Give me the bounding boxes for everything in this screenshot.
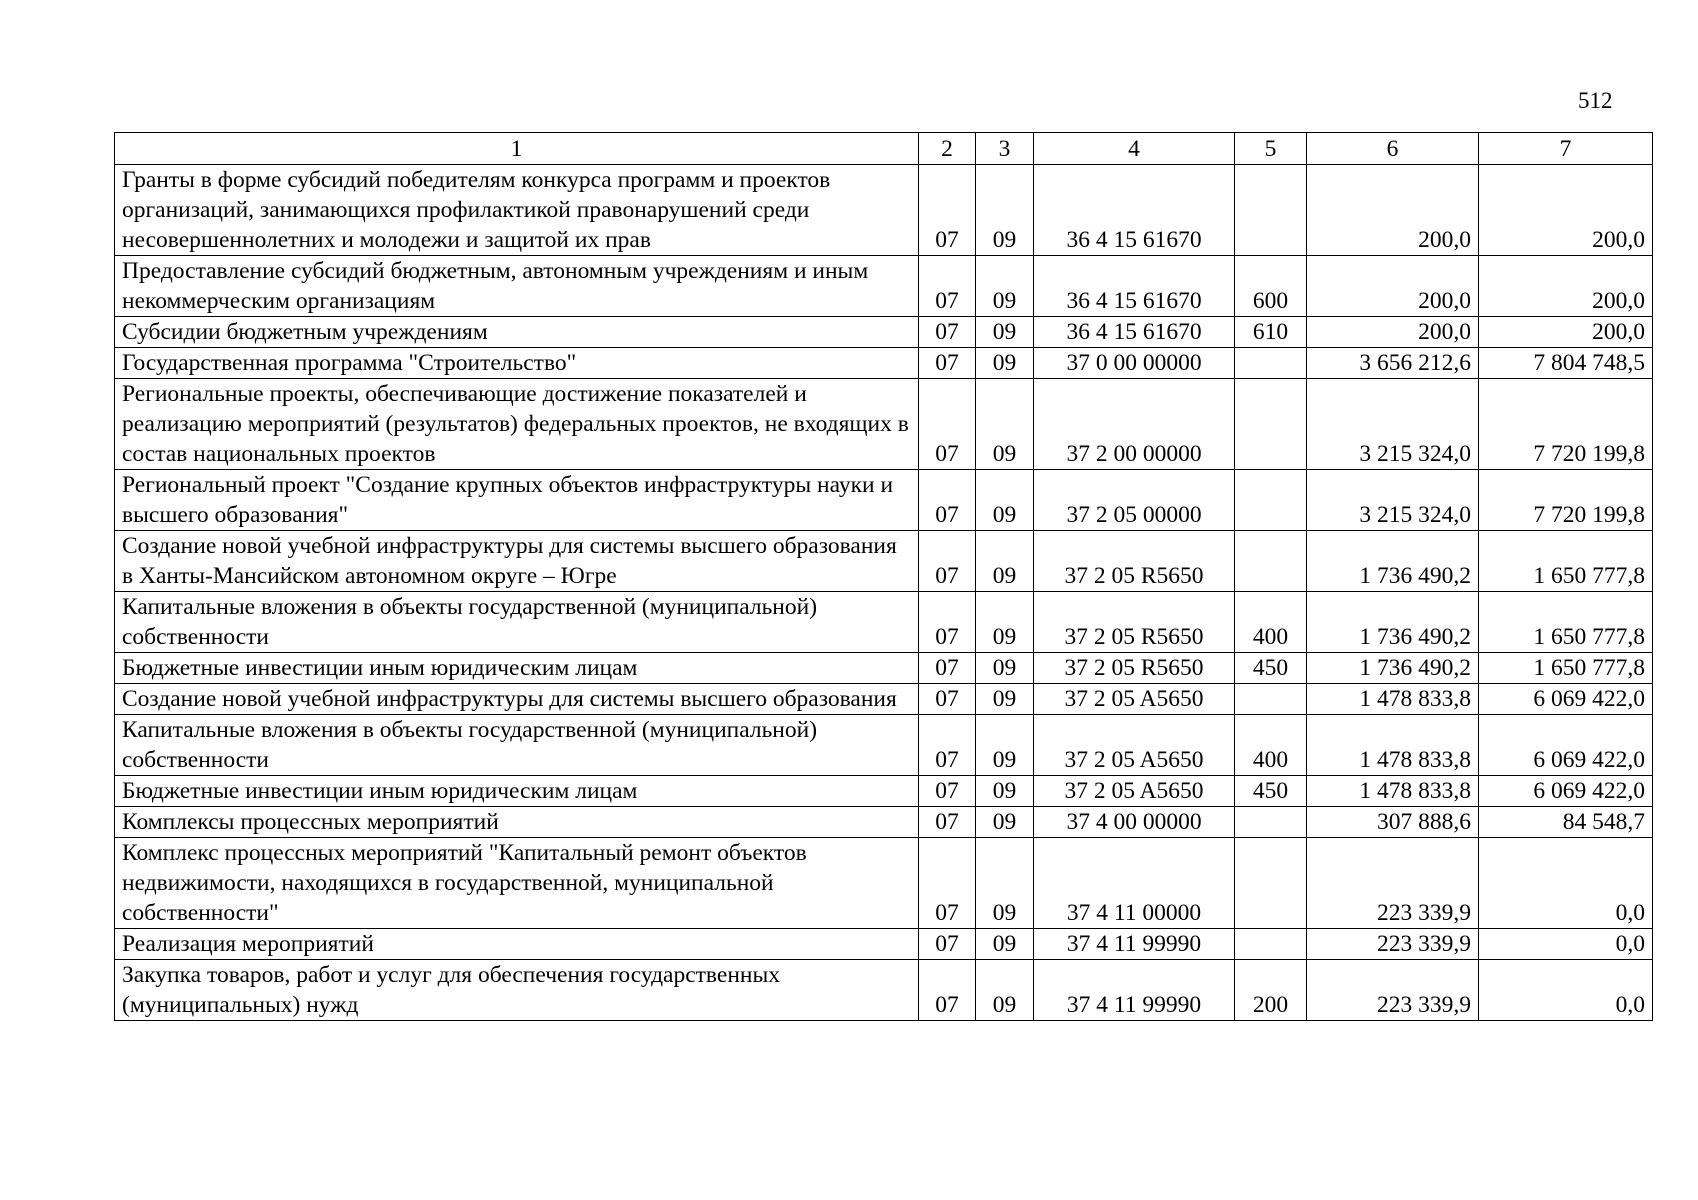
expense-type-cell [1235,684,1307,715]
table-row [115,929,1653,960]
section-code-cell: 07 [919,653,976,684]
amount-2-cell: 84 548,7 [1479,807,1653,838]
row-name-cell: Бюджетные инвестиции иным юридическим лицам [115,653,919,684]
row-name-cell: Региональный проект "Создание крупных объектов инфраструктуры науки и высшего образования" [115,470,919,531]
header-cell: 2 [919,133,976,165]
table-row [115,960,1653,1021]
amount-1-cell: 1 478 833,8 [1307,776,1479,807]
subsection-code-cell: 09 [976,653,1034,684]
expense-type-cell: 400 [1235,715,1307,776]
section-code-cell: 07 [919,317,976,348]
table-row [115,592,1653,653]
amount-2-cell: 0,0 [1479,929,1653,960]
target-article-cell: 37 0 00 00000 [1034,348,1235,379]
target-article-cell: 36 4 15 61670 [1034,317,1235,348]
section-code-cell: 07 [919,838,976,929]
subsection-code-cell: 09 [976,838,1034,929]
subsection-code-cell: 09 [976,470,1034,531]
row-name-cell: Комплекс процессных мероприятий "Капитальный ремонт объектов недвижимости, находящихся в государственной, муниципальной собственности" [115,838,919,929]
amount-2-cell: 0,0 [1479,838,1653,929]
row-name-cell: Государственная программа "Строительство" [115,348,919,379]
table-row [115,684,1653,715]
amount-2-cell: 6 069 422,0 [1479,715,1653,776]
amount-2-cell: 7 720 199,8 [1479,379,1653,470]
table-row [115,776,1653,807]
table-row [115,531,1653,592]
row-name-cell: Закупка товаров, работ и услуг для обеспечения государственных (муниципальных) нужд [115,960,919,1021]
expense-type-cell [1235,379,1307,470]
amount-1-cell: 223 339,9 [1307,960,1479,1021]
target-article-cell: 36 4 15 61670 [1034,256,1235,317]
amount-1-cell: 1 736 490,2 [1307,592,1479,653]
subsection-code-cell: 09 [976,317,1034,348]
amount-1-cell: 200,0 [1307,256,1479,317]
expense-type-cell: 400 [1235,592,1307,653]
amount-2-cell: 7 720 199,8 [1479,470,1653,531]
amount-1-cell: 3 215 324,0 [1307,470,1479,531]
subsection-code-cell: 09 [976,960,1034,1021]
amount-1-cell: 1 736 490,2 [1307,653,1479,684]
row-name-cell: Региональные проекты, обеспечивающие достижение показателей и реализацию мероприятий (результатов) федеральных проектов, не входящих в состав национальных проектов [115,379,919,470]
section-code-cell: 07 [919,715,976,776]
row-name-cell: Бюджетные инвестиции иным юридическим лицам [115,776,919,807]
amount-1-cell: 1 478 833,8 [1307,715,1479,776]
table-row [115,715,1653,776]
header-cell: 7 [1479,133,1653,165]
expense-type-cell [1235,838,1307,929]
table-body [115,133,1653,1021]
row-name-cell: Комплексы процессных мероприятий [115,807,919,838]
row-name-cell: Гранты в форме субсидий победителям конкурса программ и проектов организаций, занимающихся профилактикой правонарушений среди несовершеннолетних и молодежи и защитой их прав [115,165,919,256]
page-number: 512 [1578,88,1613,113]
subsection-code-cell: 09 [976,776,1034,807]
header-cell: 3 [976,133,1034,165]
amount-1-cell: 200,0 [1307,317,1479,348]
table-row [115,807,1653,838]
section-code-cell: 07 [919,592,976,653]
target-article-cell: 37 2 05 R5650 [1034,592,1235,653]
amount-1-cell: 1 478 833,8 [1307,684,1479,715]
section-code-cell: 07 [919,531,976,592]
target-article-cell: 36 4 15 61670 [1034,165,1235,256]
target-article-cell: 37 2 05 00000 [1034,470,1235,531]
budget-table [114,132,1653,1021]
amount-1-cell: 223 339,9 [1307,929,1479,960]
header-cell: 1 [115,133,919,165]
section-code-cell: 07 [919,470,976,531]
target-article-cell: 37 4 11 00000 [1034,838,1235,929]
expense-type-cell: 450 [1235,653,1307,684]
section-code-cell: 07 [919,684,976,715]
target-article-cell: 37 2 00 00000 [1034,379,1235,470]
amount-2-cell: 6 069 422,0 [1479,776,1653,807]
table-row [115,379,1653,470]
amount-2-cell: 0,0 [1479,960,1653,1021]
expense-type-cell [1235,348,1307,379]
section-code-cell: 07 [919,165,976,256]
subsection-code-cell: 09 [976,684,1034,715]
table-row [115,653,1653,684]
amount-1-cell: 223 339,9 [1307,838,1479,929]
section-code-cell: 07 [919,256,976,317]
subsection-code-cell: 09 [976,165,1034,256]
expense-type-cell: 600 [1235,256,1307,317]
section-code-cell: 07 [919,929,976,960]
table-row [115,165,1653,256]
table-row [115,317,1653,348]
section-code-cell: 07 [919,776,976,807]
row-name-cell: Создание новой учебной инфраструктуры для системы высшего образования в Ханты-Мансийском автономном округе – Югре [115,531,919,592]
target-article-cell: 37 2 05 A5650 [1034,776,1235,807]
amount-1-cell: 1 736 490,2 [1307,531,1479,592]
table-row [115,348,1653,379]
row-name-cell: Капитальные вложения в объекты государственной (муниципальной) собственности [115,715,919,776]
amount-1-cell: 3 215 324,0 [1307,379,1479,470]
expense-type-cell: 610 [1235,317,1307,348]
section-code-cell: 07 [919,379,976,470]
target-article-cell: 37 2 05 R5650 [1034,531,1235,592]
expense-type-cell: 450 [1235,776,1307,807]
subsection-code-cell: 09 [976,929,1034,960]
amount-1-cell: 200,0 [1307,165,1479,256]
target-article-cell: 37 2 05 A5650 [1034,715,1235,776]
row-name-cell: Реализация мероприятий [115,929,919,960]
section-code-cell: 07 [919,807,976,838]
target-article-cell: 37 2 05 A5650 [1034,684,1235,715]
expense-type-cell: 200 [1235,960,1307,1021]
row-name-cell: Создание новой учебной инфраструктуры для системы высшего образования [115,684,919,715]
expense-type-cell [1235,531,1307,592]
subsection-code-cell: 09 [976,715,1034,776]
amount-2-cell: 200,0 [1479,317,1653,348]
target-article-cell: 37 4 11 99990 [1034,960,1235,1021]
subsection-code-cell: 09 [976,592,1034,653]
row-name-cell: Субсидии бюджетным учреждениям [115,317,919,348]
amount-1-cell: 307 888,6 [1307,807,1479,838]
amount-2-cell: 6 069 422,0 [1479,684,1653,715]
amount-2-cell: 1 650 777,8 [1479,653,1653,684]
amount-2-cell: 200,0 [1479,256,1653,317]
section-code-cell: 07 [919,960,976,1021]
table-row [115,256,1653,317]
row-name-cell: Капитальные вложения в объекты государственной (муниципальной) собственности [115,592,919,653]
subsection-code-cell: 09 [976,379,1034,470]
expense-type-cell [1235,929,1307,960]
expense-type-cell [1235,165,1307,256]
amount-2-cell: 7 804 748,5 [1479,348,1653,379]
subsection-code-cell: 09 [976,348,1034,379]
amount-2-cell: 1 650 777,8 [1479,592,1653,653]
amount-2-cell: 200,0 [1479,165,1653,256]
header-cell: 6 [1307,133,1479,165]
amount-1-cell: 3 656 212,6 [1307,348,1479,379]
subsection-code-cell: 09 [976,531,1034,592]
header-cell: 5 [1235,133,1307,165]
expense-type-cell [1235,470,1307,531]
section-code-cell: 07 [919,348,976,379]
row-name-cell: Предоставление субсидий бюджетным, автономным учреждениям и иным некоммерческим организациям [115,256,919,317]
amount-2-cell: 1 650 777,8 [1479,531,1653,592]
table-row [115,838,1653,929]
table-header-row [115,133,1653,165]
expense-type-cell [1235,807,1307,838]
subsection-code-cell: 09 [976,256,1034,317]
header-cell: 4 [1034,133,1235,165]
target-article-cell: 37 4 11 99990 [1034,929,1235,960]
table-row [115,470,1653,531]
target-article-cell: 37 4 00 00000 [1034,807,1235,838]
subsection-code-cell: 09 [976,807,1034,838]
target-article-cell: 37 2 05 R5650 [1034,653,1235,684]
